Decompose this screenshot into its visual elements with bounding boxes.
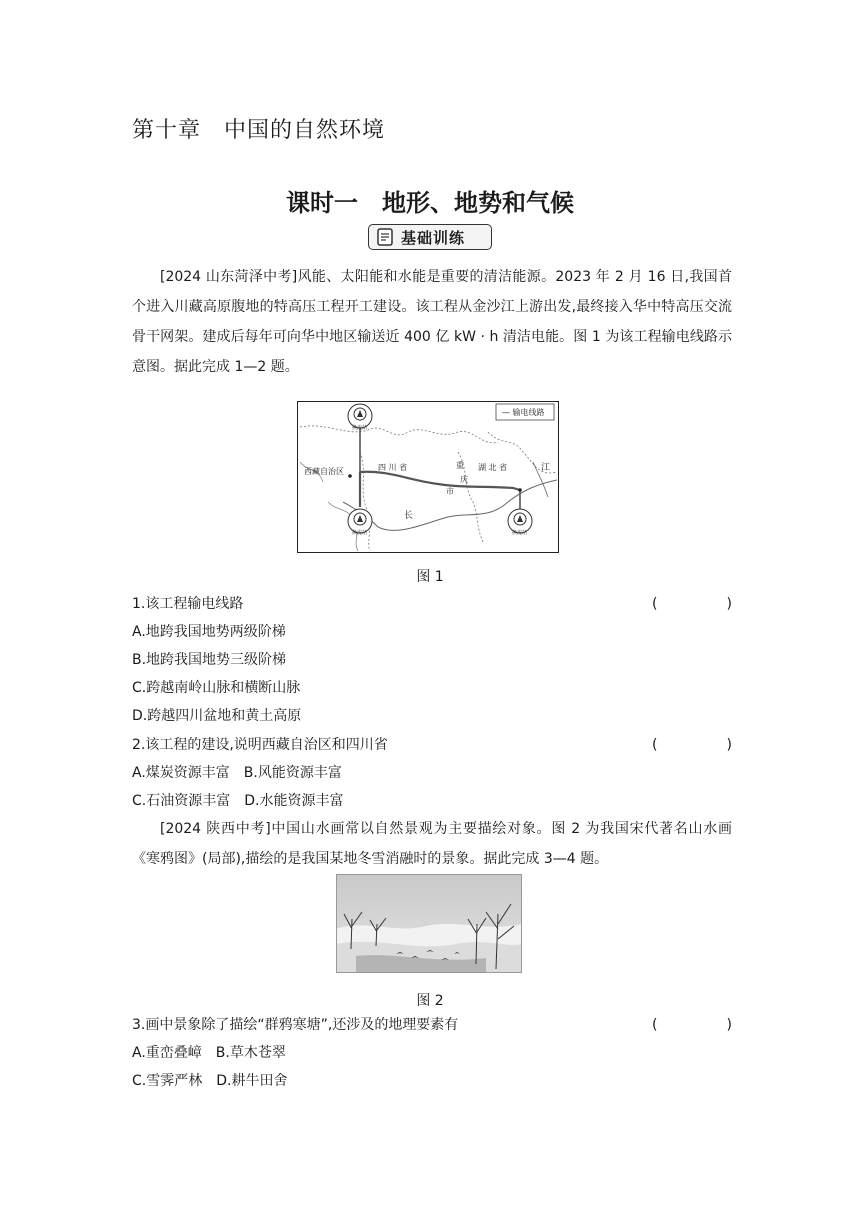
map-label-chongqing-1: 重 xyxy=(456,461,464,470)
question-1 xyxy=(132,590,732,730)
option-row xyxy=(132,1067,732,1095)
answer-parentheses: ( ) xyxy=(652,1017,732,1033)
question-2 xyxy=(132,731,732,815)
question-2-stem: 2.该工程的建设,说明西藏自治区和四川省 xyxy=(132,737,388,753)
intro-paragraph-2 xyxy=(132,814,732,874)
map-label-sichuan: 四 川 省 xyxy=(378,463,408,472)
notebook-icon xyxy=(375,227,395,247)
option-b: B.风能资源丰富 xyxy=(243,765,342,781)
map-label-river-jiang: 江 xyxy=(541,463,551,473)
option-c: C.雪霁严林 xyxy=(132,1073,203,1089)
option-d: D.耕牛田舍 xyxy=(216,1073,288,1089)
figure-1-caption: 图 1 xyxy=(416,569,444,585)
option-row xyxy=(132,759,732,787)
question-1-stem: 1.该工程输电线路 xyxy=(132,596,244,612)
option-a: A.煤炭资源丰富 xyxy=(132,765,230,781)
option-d: D.水能资源丰富 xyxy=(244,793,344,809)
badge-label: 基础训练 xyxy=(401,228,466,247)
option-row xyxy=(132,787,732,815)
painting-drawing xyxy=(336,874,522,973)
intro-paragraph-1 xyxy=(132,262,732,382)
question-3-stem: 3.画中景象除了描绘“群鸦寒塘”,还涉及的地理要素有 xyxy=(132,1017,459,1033)
option-a: A.地跨我国地势两级阶梯 xyxy=(132,624,286,640)
answer-parentheses: ( ) xyxy=(652,596,732,612)
option-c: C.石油资源丰富 xyxy=(132,793,231,809)
figure-2-painting xyxy=(336,874,522,973)
option-a: A.重峦叠嶂 xyxy=(132,1045,202,1061)
section-badge xyxy=(368,224,492,250)
intro-text-2: [2024 陕西中考]中国山水画常以自然景观为主要描绘对象。图 2 为我国宋代著名山水画《寒鸦图》(局部),描绘的是我国某地冬雪消融时的景象。据此完成 3—4 题。 xyxy=(132,821,732,867)
figure-2-caption: 图 2 xyxy=(416,993,444,1009)
map-label-station-bottom: 换流站 xyxy=(352,530,368,536)
map-label-chongqing-2: 庆 xyxy=(460,475,468,484)
map-label-station-right: 换流站 xyxy=(512,530,528,536)
option-b: B.地跨我国地势三级阶梯 xyxy=(132,652,287,668)
map-label-chongqing-3: 市 xyxy=(446,487,454,496)
figure-1-map xyxy=(297,401,559,553)
option-d: D.跨越四川盆地和黄土高原 xyxy=(132,708,302,724)
map-label-tibet: 西藏自治区 xyxy=(304,467,344,476)
lesson-title: 课时一 地形、地势和气候 xyxy=(286,189,574,217)
answer-parentheses: ( ) xyxy=(652,737,732,753)
chapter-title: 第十章 中国的自然环境 xyxy=(132,118,386,143)
option-c: C.跨越南岭山脉和横断山脉 xyxy=(132,680,301,696)
option-b: B.草木苍翠 xyxy=(215,1045,286,1061)
option-row xyxy=(132,1039,732,1067)
map-legend: — 输电线路 xyxy=(502,408,545,417)
question-3 xyxy=(132,1011,732,1095)
map-label-station-top: 换流站 xyxy=(352,425,368,431)
map-label-hubei: 湖 北 省 xyxy=(478,463,508,472)
intro-text-1: [2024 山东菏泽中考]风能、太阳能和水能是重要的清洁能源。2023 年 2 月 16 日,我国首个进入川藏高原腹地的特高压工程开工建设。该工程从金沙江上游出发,最终接入华中特高压交流骨干网架。建成后每年可向华中地区输送近 400 亿 kW · h 清洁电能。图 1 为该工程输电线路示意图。据此完成 1—2 题。 xyxy=(132,269,732,375)
map-label-river-chang: 长 xyxy=(404,511,414,521)
